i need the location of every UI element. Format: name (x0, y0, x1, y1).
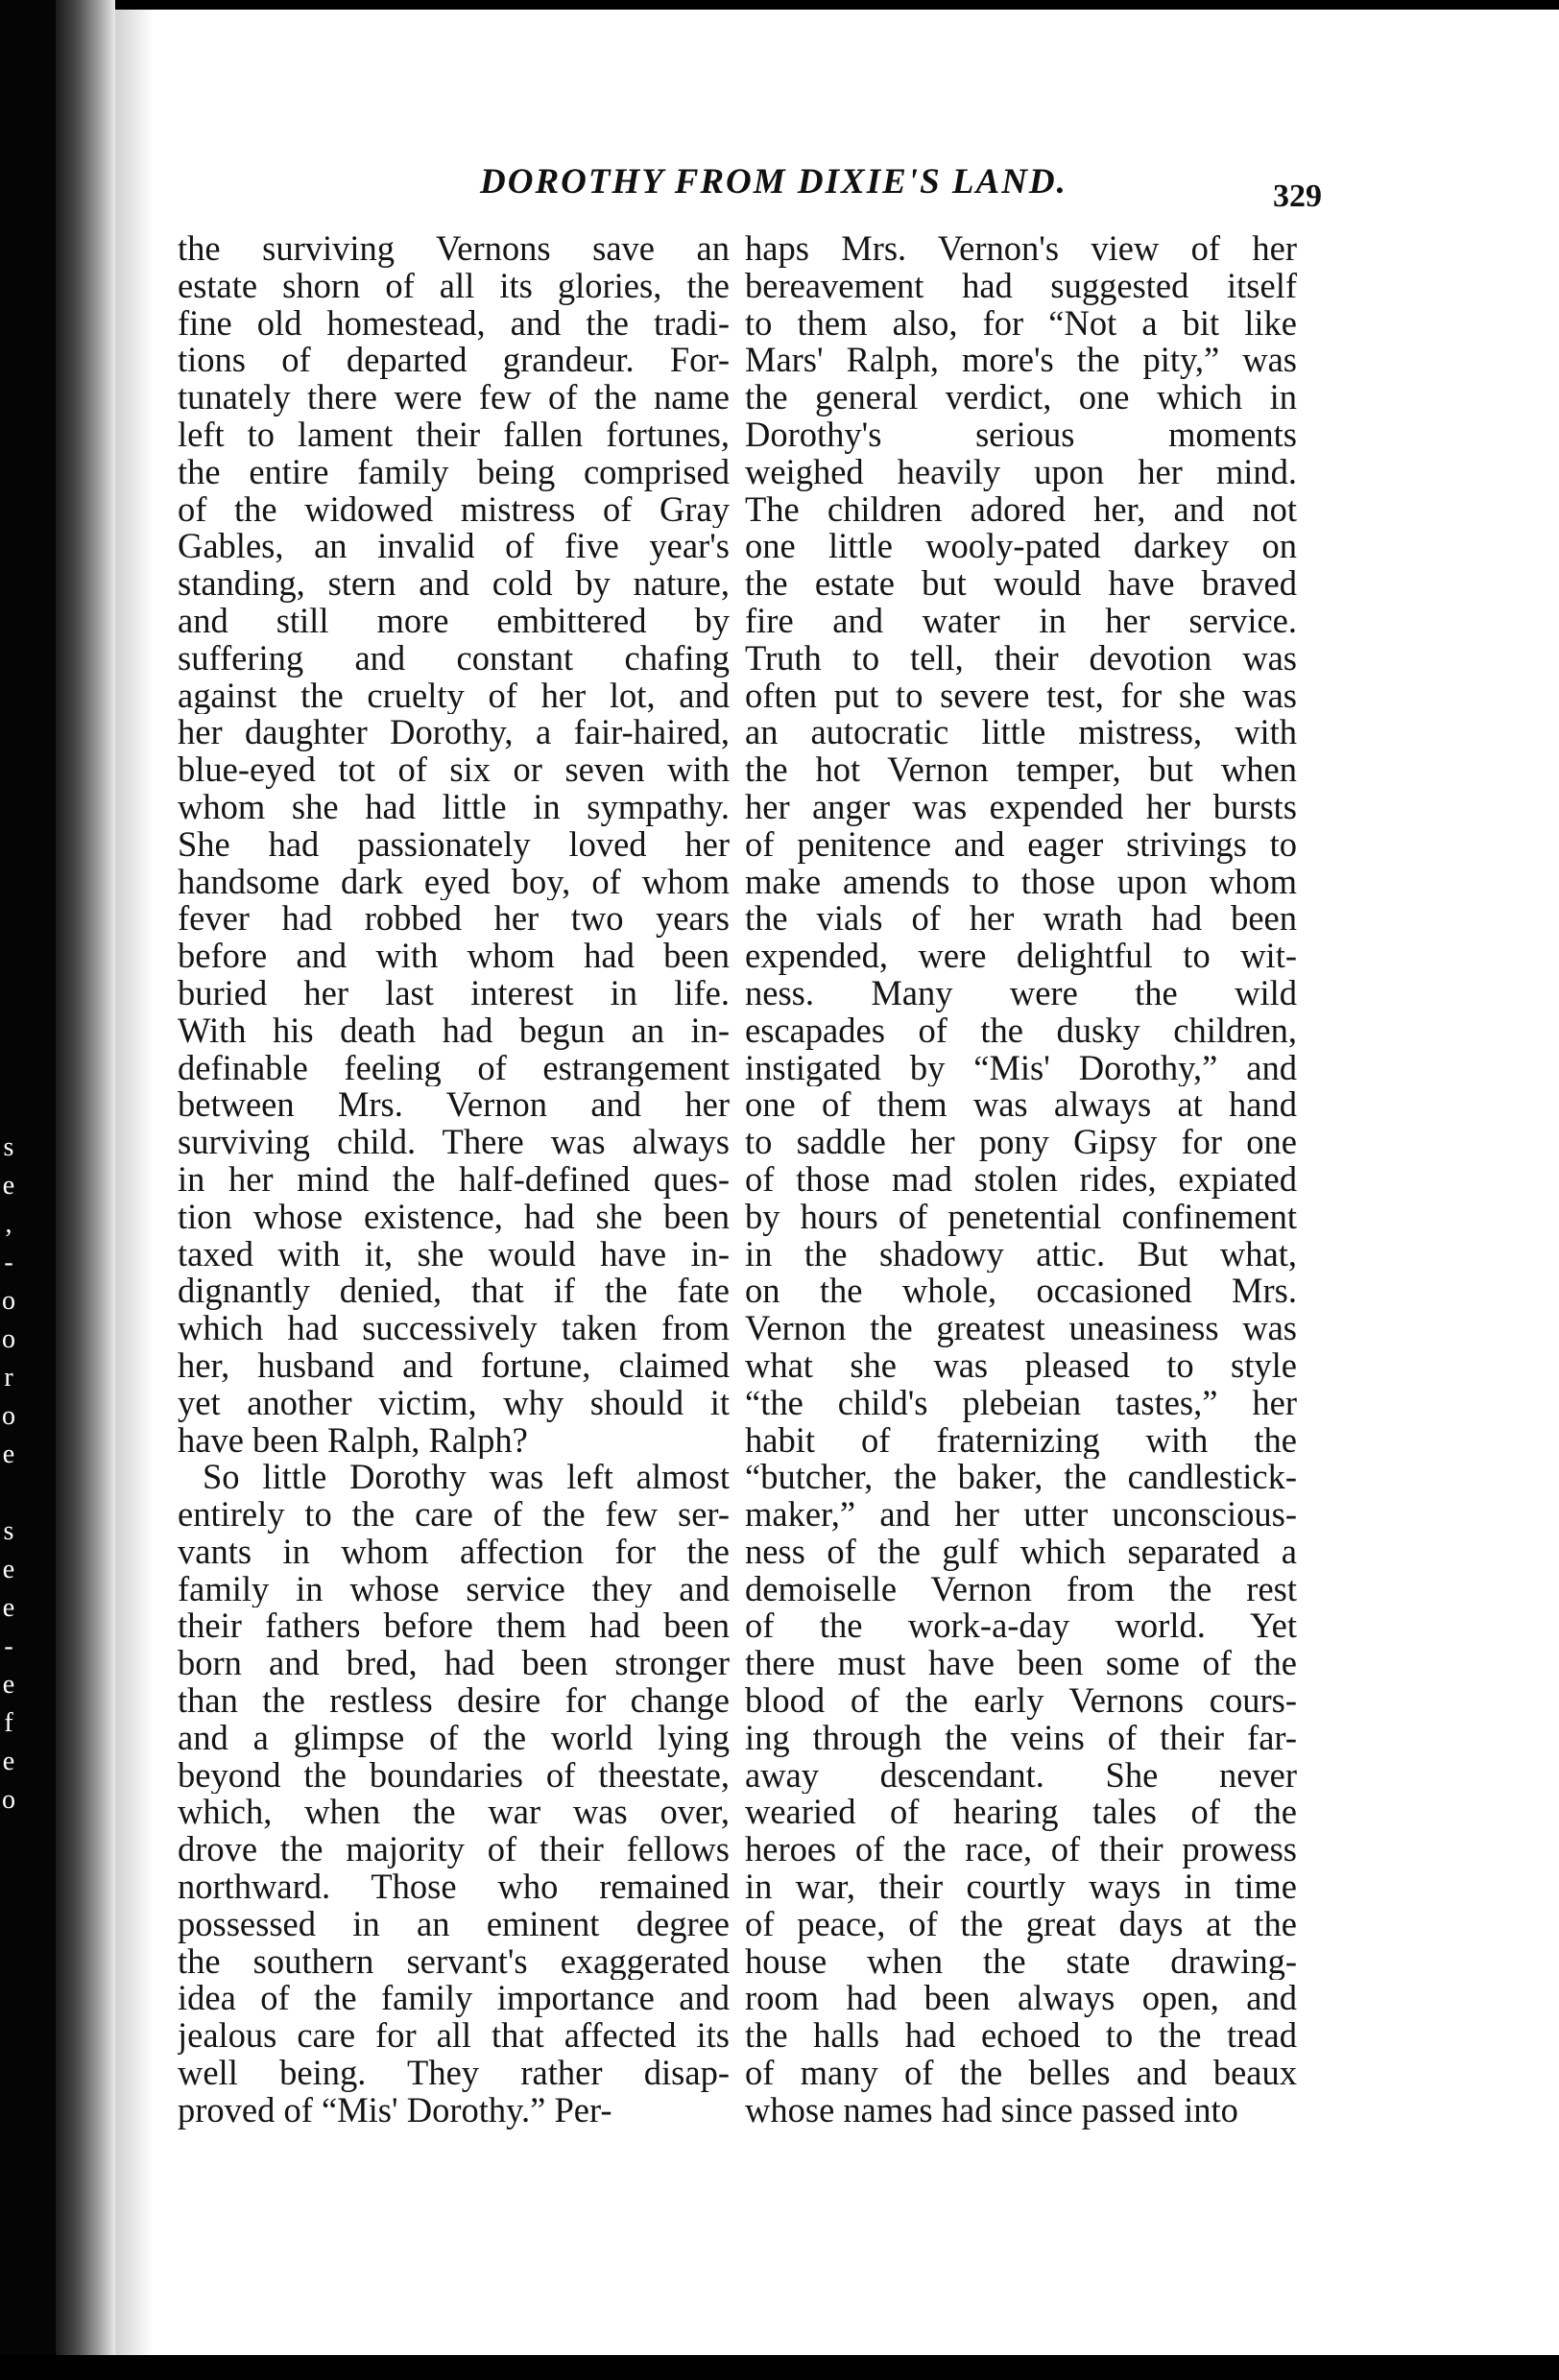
text-line: bereavement had suggested itself (745, 267, 1297, 305)
text-line: northward. Those who remained (178, 1868, 730, 1906)
text-line: habit of fraternizing with the (745, 1421, 1297, 1460)
text-line: in the shadowy attic. But what, (745, 1235, 1297, 1273)
text-line: what she was pleased to style (745, 1346, 1297, 1385)
text-line: family in whose service they and (178, 1570, 730, 1608)
text-line: make amends to those upon whom (745, 863, 1297, 901)
binding-shadow (56, 0, 115, 2380)
text-line: against the cruelty of her lot, and (178, 677, 730, 715)
text-line: room had been always open, and (745, 1980, 1297, 2018)
text-line: whom she had little in sympathy. (178, 788, 730, 826)
text-line: between Mrs. Vernon and her (178, 1086, 730, 1125)
text-line: the halls had echoed to the tread (745, 2017, 1297, 2056)
text-line: left to lament their fallen fortunes, (178, 416, 730, 454)
text-line: of peace, of the great days at the (745, 1905, 1297, 1943)
text-line: haps Mrs. Vernon's view of her (745, 230, 1297, 268)
text-line: to them also, for “Not a bit like (745, 304, 1297, 343)
margin-fragment: o (2, 1401, 15, 1431)
text-line: surviving child. There was always (178, 1124, 730, 1161)
text-line: blood of the early Vernons cours- (745, 1682, 1297, 1720)
right-text-column (745, 230, 1297, 2130)
text-line: “the child's plebeian tastes,” her (745, 1384, 1297, 1422)
text-line: the surviving Vernons save an (178, 230, 730, 268)
text-line: possessed in an eminent degree (178, 1905, 730, 1943)
text-line: tions of departed grandeur. For- (178, 342, 730, 380)
text-line: Truth to tell, their devotion was (745, 639, 1297, 678)
text-line: fire and water in her service. (745, 602, 1297, 640)
margin-fragment: f (4, 1708, 13, 1738)
text-line: there must have been some of the (745, 1645, 1297, 1683)
margin-fragment: e (2, 1555, 15, 1584)
margin-fragment: o (2, 1785, 15, 1815)
text-line: of the work-a-day world. Yet (745, 1607, 1297, 1646)
text-line: the hot Vernon temper, but when (745, 751, 1297, 789)
text-line: fine old homestead, and the tradi- (178, 304, 730, 343)
margin-fragment: , (5, 1209, 12, 1239)
text-line: the general verdict, one which in (745, 379, 1297, 416)
text-line: drove the majority of their fellows (178, 1831, 730, 1869)
margin-fragment: o (2, 1286, 15, 1316)
text-line: beyond the boundaries of theestate, (178, 1756, 730, 1795)
text-line: dignantly denied, that if the fate (178, 1273, 730, 1311)
text-line: an autocratic little mistress, with (745, 714, 1297, 752)
text-line: well being. They rather disap- (178, 2055, 730, 2092)
margin-fragment: s (3, 1516, 14, 1546)
text-line: of many of the belles and beaux (745, 2055, 1297, 2092)
text-line: tunately there were few of the name (178, 379, 730, 416)
margin-fragment: e (2, 1171, 15, 1201)
text-line: of the widowed mistress of Gray (178, 490, 730, 529)
text-line: So little Dorothy was left almost (203, 1459, 730, 1497)
text-line: Gables, an invalid of five year's (178, 528, 730, 566)
margin-fragment: e (2, 1747, 15, 1776)
text-line: whose names had since passed into (745, 2091, 1238, 2130)
text-line: jealous care for all that affected its (178, 2017, 730, 2056)
text-line: instigated by “Mis' Dorothy,” and (745, 1049, 1297, 1087)
text-line: demoiselle Vernon from the rest (745, 1570, 1297, 1608)
text-line: She had passionately loved her (178, 825, 730, 864)
text-line: their fathers before them had been (178, 1607, 730, 1646)
text-line: idea of the family importance and (178, 1980, 730, 2018)
text-line: tion whose existence, had she been (178, 1198, 730, 1236)
left-text-column (178, 230, 730, 2130)
margin-fragment: e (2, 1440, 15, 1469)
running-head: DOROTHY FROM DIXIE'S LAND. (480, 162, 1067, 202)
text-line: one of them was always at hand (745, 1086, 1297, 1125)
text-line: taxed with it, she would have in- (178, 1235, 730, 1273)
text-line: ing through the veins of their far- (745, 1719, 1297, 1757)
fold-shadow (115, 0, 154, 2380)
text-line: in her mind the half-defined ques- (178, 1160, 730, 1199)
text-line: definable feeling of estrangement (178, 1049, 730, 1087)
text-line: ness. Many were the wild (745, 974, 1297, 1012)
text-line: ness of the gulf which separated a (745, 1533, 1297, 1571)
text-line: the estate but would have braved (745, 565, 1297, 603)
bottom-scan-edge (0, 2355, 1559, 2380)
text-line: before and with whom had been (178, 938, 730, 975)
text-line: handsome dark eyed boy, of whom (178, 863, 730, 901)
margin-fragment: e (2, 1593, 15, 1623)
text-line: in war, their courtly ways in time (745, 1868, 1297, 1906)
margin-fragment: o (2, 1324, 15, 1354)
text-line: than the restless desire for change (178, 1682, 730, 1720)
text-line: and a glimpse of the world lying (178, 1719, 730, 1757)
text-line: heroes of the race, of their prowess (745, 1831, 1297, 1869)
text-line: escapades of the dusky children, (745, 1012, 1297, 1050)
text-line: With his death had begun an in- (178, 1012, 730, 1050)
text-line: her daughter Dorothy, a fair-haired, (178, 714, 730, 752)
text-line: her anger was expended her bursts (745, 788, 1297, 826)
text-line: and still more embittered by (178, 602, 730, 640)
facing-page-fragments (0, 1132, 17, 1816)
margin-fragment: e (2, 1670, 15, 1700)
text-line: often put to severe test, for she was (745, 677, 1297, 715)
text-line: wearied of hearing tales of the (745, 1794, 1297, 1832)
text-line: blue-eyed tot of six or seven with (178, 751, 730, 789)
text-line: the entire family being comprised (178, 453, 730, 491)
text-line: which had successively taken from (178, 1310, 730, 1347)
text-line: suffering and constant chafing (178, 639, 730, 678)
text-line: have been Ralph, Ralph? (178, 1421, 528, 1460)
text-line: one little wooly-pated darkey on (745, 528, 1297, 566)
text-line: Mars' Ralph, more's the pity,” was (745, 342, 1297, 380)
text-line: The children adored her, and not (745, 490, 1297, 529)
margin-fragment (0, 1478, 17, 1509)
text-line: to saddle her pony Gipsy for one (745, 1124, 1297, 1161)
text-line: fever had robbed her two years (178, 900, 730, 939)
text-line: entirely to the care of the few ser- (178, 1496, 730, 1534)
text-line: proved of “Mis' Dorothy.” Per- (178, 2091, 612, 2130)
top-scan-edge (0, 0, 1559, 10)
text-line: estate shorn of all its glories, the (178, 267, 730, 305)
text-line: of those mad stolen rides, expiated (745, 1160, 1297, 1199)
text-line: by hours of penetential confinement (745, 1198, 1297, 1236)
text-line: Dorothy's serious moments (745, 416, 1297, 454)
text-line: expended, were delightful to wit- (745, 938, 1297, 975)
text-line: which, when the war was over, (178, 1794, 730, 1832)
text-line: house when the state drawing- (745, 1942, 1297, 1981)
margin-fragment: - (4, 1248, 13, 1277)
text-line: standing, stern and cold by nature, (178, 565, 730, 603)
text-line: away descendant. She never (745, 1756, 1297, 1795)
text-line: maker,” and her utter unconscious- (745, 1496, 1297, 1534)
page-number: 329 (1273, 178, 1322, 214)
text-line: the vials of her wrath had been (745, 900, 1297, 939)
text-line: born and bred, had been stronger (178, 1645, 730, 1683)
margin-fragment: r (4, 1363, 13, 1392)
text-line: “butcher, the baker, the candlestick- (745, 1459, 1297, 1497)
text-line: Vernon the greatest uneasiness was (745, 1310, 1297, 1347)
text-line: on the whole, occasioned Mrs. (745, 1273, 1297, 1311)
text-line: weighed heavily upon her mind. (745, 453, 1297, 491)
text-line: yet another victim, why should it (178, 1384, 730, 1422)
margin-fragment: s (3, 1132, 14, 1162)
text-line: of penitence and eager strivings to (745, 825, 1297, 864)
text-line: her, husband and fortune, claimed (178, 1346, 730, 1385)
margin-fragment: - (4, 1631, 13, 1661)
text-line: buried her last interest in life. (178, 974, 730, 1012)
text-line: the southern servant's exaggerated (178, 1942, 730, 1981)
text-line: vants in whom affection for the (178, 1533, 730, 1571)
